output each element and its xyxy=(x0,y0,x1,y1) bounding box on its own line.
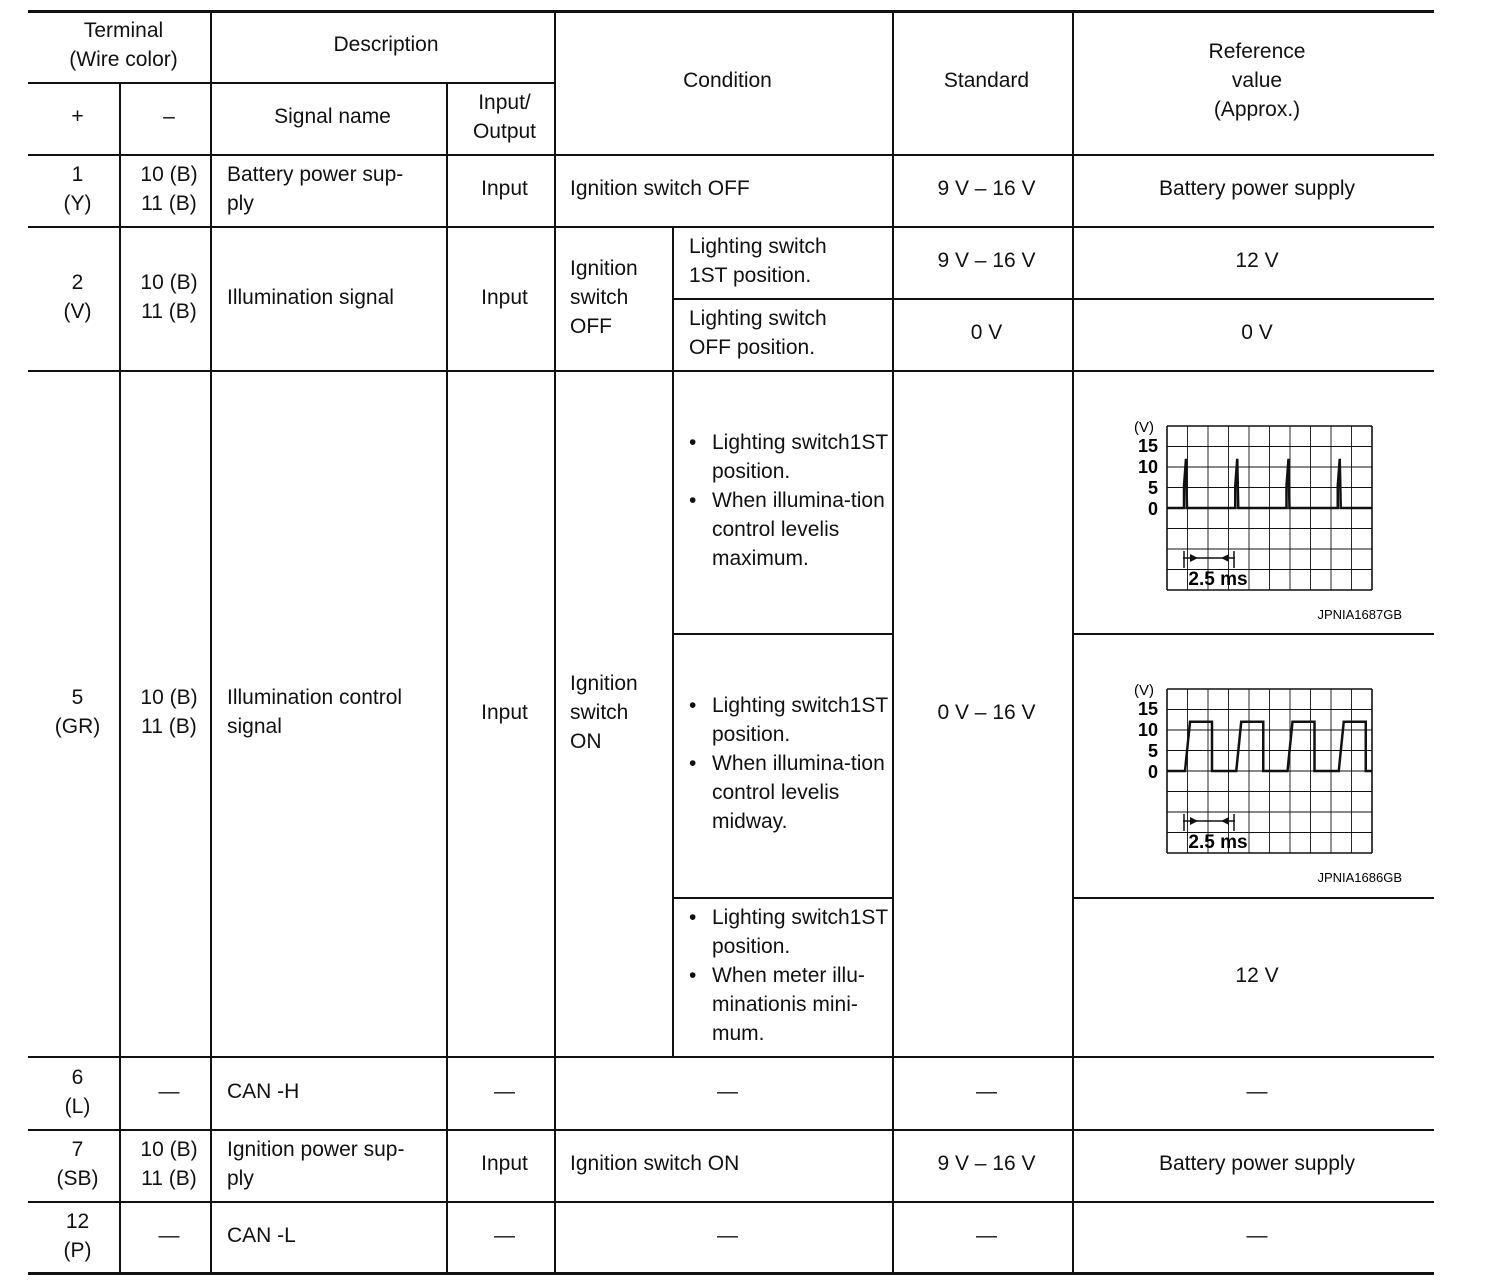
row6-signal: CAN -H xyxy=(227,1080,300,1103)
waveform-square xyxy=(1110,673,1420,888)
row6-standard: — xyxy=(976,1080,997,1103)
row2-sub2-standard: 0 V xyxy=(970,321,1003,344)
row7-io: Input xyxy=(481,1152,528,1175)
figure-code: JPNIA1686GB xyxy=(1317,870,1402,885)
y-tick: 5 xyxy=(1147,741,1158,761)
y-tick: 10 xyxy=(1137,720,1158,740)
row5-plus: 5 (GR) xyxy=(54,686,101,738)
row1-plus: 1 (Y) xyxy=(63,163,92,215)
row5-sub1-conditions xyxy=(687,428,892,573)
row5-io: Input xyxy=(481,701,528,724)
period-marker xyxy=(1183,551,1235,568)
row5-sub2-conditions xyxy=(687,691,892,836)
y-tick: 10 xyxy=(1137,457,1158,477)
rule-description-sub xyxy=(211,82,554,84)
row7-standard: 9 V – 16 V xyxy=(937,1152,1036,1175)
row6-condition: — xyxy=(717,1080,738,1103)
rule-row5-sub1-ref xyxy=(1072,633,1434,635)
row2-signal: Illumination signal xyxy=(227,286,394,309)
bullet-item: • Lighting switch1ST position. xyxy=(689,906,888,958)
period-marker xyxy=(1183,814,1235,831)
rule-row5-sub1-cond xyxy=(672,633,892,635)
header-plus: + xyxy=(71,105,84,128)
header-io: Input/ Output xyxy=(472,91,537,143)
row5-minus: 10 (B) 11 (B) xyxy=(140,686,198,738)
rule-row2 xyxy=(28,370,1434,372)
col-rule-subcond-row5 xyxy=(672,370,674,1057)
rule-row5-sub2-cond xyxy=(672,897,892,899)
y-tick: 0 xyxy=(1147,762,1158,782)
row6-io: — xyxy=(494,1080,515,1103)
rule-row7 xyxy=(28,1201,1434,1203)
y-tick: 15 xyxy=(1137,436,1158,456)
row5-standard: 0 V – 16 V xyxy=(937,701,1036,724)
row7-plus: 7 (SB) xyxy=(56,1138,99,1190)
table-top-rule xyxy=(28,10,1434,13)
row12-signal: CAN -L xyxy=(227,1224,296,1247)
row2-sub2-reference: 0 V xyxy=(1241,321,1273,344)
rule-row5 xyxy=(28,1056,1434,1058)
row1-io: Input xyxy=(481,177,528,200)
row2-sub1-reference: 12 V xyxy=(1235,249,1279,272)
row12-minus: — xyxy=(158,1224,180,1247)
bullet-item: • When illumina-tion control levelis maximum. xyxy=(689,489,885,570)
table-bottom-rule xyxy=(28,1272,1434,1275)
bullet-item: • When illumina-tion control levelis midway. xyxy=(689,752,885,833)
rule-row6 xyxy=(28,1129,1434,1131)
row5-condition-main: Ignition switch ON xyxy=(570,672,638,753)
period-label: 2.5 ms xyxy=(1188,832,1248,853)
y-tick: 0 xyxy=(1147,499,1158,519)
bullet-item: • When meter illu-minationis mini-mum. xyxy=(689,964,865,1045)
waveform-spike xyxy=(1110,410,1420,625)
row5-sub3-reference: 12 V xyxy=(1235,964,1279,987)
figure-code: JPNIA1687GB xyxy=(1317,607,1402,622)
row6-reference: — xyxy=(1246,1080,1268,1103)
row2-sub1-standard: 9 V – 16 V xyxy=(937,249,1036,272)
rule-row2-sub xyxy=(672,298,1434,300)
row12-condition: — xyxy=(717,1224,738,1247)
row5-signal: Illumination control signal xyxy=(227,686,403,738)
header-minus: – xyxy=(163,105,175,128)
rule-header-bottom xyxy=(28,154,1434,156)
row1-standard: 9 V – 16 V xyxy=(937,177,1036,200)
y-tick: 5 xyxy=(1147,478,1158,498)
row1-signal: Battery power sup- ply xyxy=(227,163,404,215)
row5-sub3-conditions xyxy=(687,903,892,1048)
y-tick: 15 xyxy=(1137,699,1158,719)
header-condition: Condition xyxy=(683,69,772,92)
row12-plus: 12 (P) xyxy=(63,1210,92,1262)
row2-minus: 10 (B) 11 (B) xyxy=(140,271,198,323)
bullet-item: • Lighting switch1ST position. xyxy=(689,694,888,746)
header-signal-name: Signal name xyxy=(274,105,391,128)
row7-minus: 10 (B) 11 (B) xyxy=(140,1138,198,1190)
header-terminal: Terminal (Wire color) xyxy=(69,19,178,71)
row1-condition: Ignition switch OFF xyxy=(570,177,750,200)
row6-minus: — xyxy=(158,1080,180,1103)
row2-io: Input xyxy=(481,286,528,309)
row7-reference: Battery power supply xyxy=(1158,1152,1356,1175)
period-label: 2.5 ms xyxy=(1188,569,1248,590)
row6-plus: 6 (L) xyxy=(64,1066,91,1118)
rule-row5-sub2-ref xyxy=(1072,897,1434,899)
waveform-unit: (V) xyxy=(1134,419,1154,436)
header-standard: Standard xyxy=(943,69,1030,92)
row1-minus: 10 (B) 11 (B) xyxy=(140,163,198,215)
col-rule-subcond-row2 xyxy=(672,226,674,371)
rule-row1 xyxy=(28,226,1434,228)
waveform-unit: (V) xyxy=(1134,682,1154,699)
bullet-item: • Lighting switch1ST position. xyxy=(689,431,888,483)
row2-sub2-condition: Lighting switch OFF position. xyxy=(689,307,827,359)
row7-condition: Ignition switch ON xyxy=(570,1152,740,1175)
row12-reference: — xyxy=(1246,1224,1268,1247)
row7-signal: Ignition power sup- ply xyxy=(227,1138,405,1190)
row12-io: — xyxy=(494,1224,515,1247)
row2-plus: 2 (V) xyxy=(63,271,92,323)
header-reference: Reference value (Approx.) xyxy=(1208,40,1306,121)
row2-condition-main: Ignition switch OFF xyxy=(570,257,638,338)
row2-sub1-condition: Lighting switch 1ST position. xyxy=(689,235,827,287)
header-description: Description xyxy=(333,33,439,56)
row12-standard: — xyxy=(976,1224,997,1247)
row1-reference: Battery power supply xyxy=(1158,177,1356,200)
